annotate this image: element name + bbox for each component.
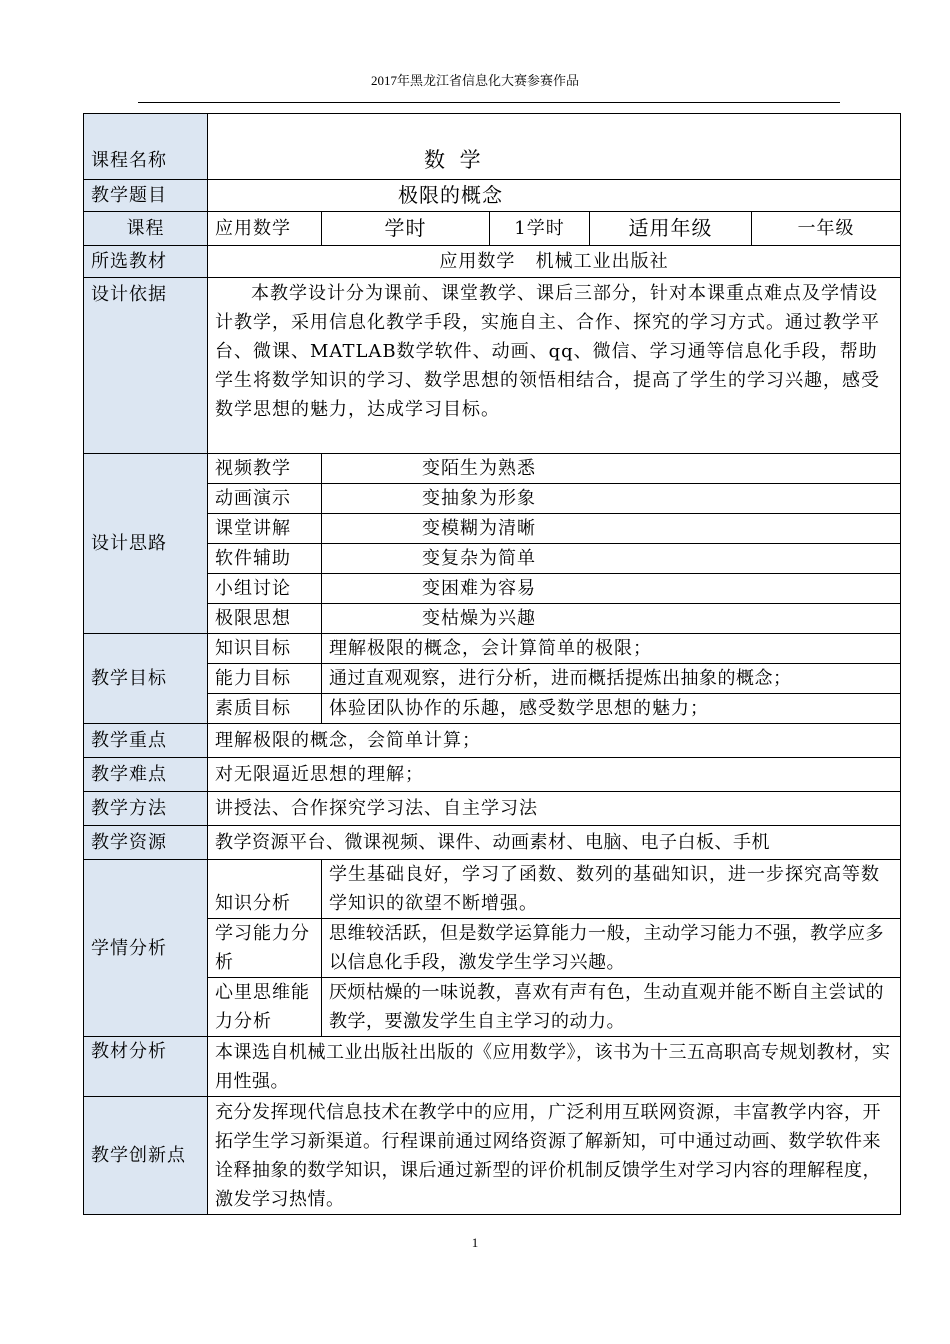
idea-effect: 变陌生为熟悉 [322, 454, 901, 484]
idea-method: 极限思想 [208, 604, 322, 634]
page-header: 2017年黑龙江省信息化大赛参赛作品 [370, 73, 579, 88]
idea-method: 软件辅助 [208, 544, 322, 574]
innovation-label: 教学创新点 [84, 1097, 208, 1215]
idea-effect: 变枯燥为兴趣 [322, 604, 901, 634]
row-textbook [84, 246, 901, 278]
idea-effect: 变复杂为简单 [322, 544, 901, 574]
goals-label: 教学目标 [84, 634, 208, 724]
hours-label: 学时 [322, 212, 490, 246]
goal-text: 体验团队协作的乐趣，感受数学思想的魅力； [322, 694, 901, 724]
row-topic [84, 180, 901, 212]
topic-value: 极限的概念 [208, 180, 901, 212]
grade-value: 一年级 [752, 212, 901, 246]
row-methods [84, 792, 901, 826]
learner-text: 思维较活跃，但是数学运算能力一般，主动学习能力不强，教学应多以信息化手段，激发学生学习兴趣。 [322, 919, 901, 978]
row-resources [84, 826, 901, 860]
grade-label: 适用年级 [590, 212, 752, 246]
key-point-value: 理解极限的概念，会简单计算； [208, 724, 901, 758]
textbook-value: 应用数学 机械工业出版社 [208, 246, 901, 278]
hours-value: 1学时 [490, 212, 590, 246]
row-key-point [84, 724, 901, 758]
difficulty-label: 教学难点 [84, 758, 208, 792]
learners-row [84, 860, 901, 919]
course-name-value: 数 学 [208, 114, 901, 180]
goals-row [84, 634, 901, 664]
innovation-text: 充分发挥现代信息技术在教学中的应用，广泛利用互联网资源，丰富教学内容，开拓学生学习新渠道。行程课前通过网络资源了解新知，可中通过动画、数学软件来诠释抽象的数学知识，课后通过新型的评价机制反馈学生对学习内容的理解程度，激发学习热情。 [208, 1097, 901, 1215]
ideas-label: 设计思路 [84, 454, 208, 634]
idea-method: 小组讨论 [208, 574, 322, 604]
methods-value: 讲授法、合作探究学习法、自主学习法 [208, 792, 901, 826]
material-label: 教材分析 [84, 1037, 208, 1097]
goal-text: 理解极限的概念，会计算简单的极限； [322, 634, 901, 664]
idea-method: 课堂讲解 [208, 514, 322, 544]
row-material [84, 1037, 901, 1097]
learner-text: 厌烦枯燥的一味说教，喜欢有声有色，生动直观并能不断自主尝试的教学，要激发学生自主学习的动力。 [322, 978, 901, 1037]
header-rule [138, 102, 840, 103]
course-name: 应用数学 [208, 212, 322, 246]
difficulty-value: 对无限逼近思想的理解； [208, 758, 901, 792]
goal-type: 能力目标 [208, 664, 322, 694]
resources-value: 教学资源平台、微课视频、课件、动画素材、电脑、电子白板、手机 [208, 826, 901, 860]
idea-effect: 变困难为容易 [322, 574, 901, 604]
ideas-row [84, 454, 901, 484]
textbook-label: 所选教材 [84, 246, 208, 278]
basis-label: 设计依据 [84, 278, 208, 454]
learner-type: 心里思维能力分析 [208, 978, 322, 1037]
goal-text: 通过直观观察，进行分析，进而概括提炼出抽象的概念； [322, 664, 901, 694]
resources-label: 教学资源 [84, 826, 208, 860]
lesson-plan-table [83, 113, 901, 1215]
learner-text: 学生基础良好，学习了函数、数列的基础知识，进一步探究高等数学知识的欲望不断增强。 [322, 860, 901, 919]
row-innovation [84, 1097, 901, 1215]
row-course-name [84, 114, 901, 180]
basis-text: 本教学设计分为课前、课堂教学、课后三部分，针对本课重点难点及学情设计教学，采用信息化教学手段，实施自主、合作、探究的学习方式。通过教学平台、微课、MATLAB数学软件、动画、qq、微信、学习通等信息化手段，帮助学生将数学知识的学习、数学思想的领悟相结合，提高了学生的学习兴趣，感受数学思想的魅力，达成学习目标。 [208, 278, 901, 454]
key-point-label: 教学重点 [84, 724, 208, 758]
row-difficulty [84, 758, 901, 792]
idea-method: 视频教学 [208, 454, 322, 484]
course-label: 课程 [84, 212, 208, 246]
learner-type: 知识分析 [208, 860, 322, 919]
idea-method: 动画演示 [208, 484, 322, 514]
topic-label: 教学题目 [84, 180, 208, 212]
row-course [84, 212, 901, 246]
idea-effect: 变抽象为形象 [322, 484, 901, 514]
idea-effect: 变模糊为清晰 [322, 514, 901, 544]
goal-type: 素质目标 [208, 694, 322, 724]
learner-type: 学习能力分析 [208, 919, 322, 978]
page-number: 1 [471, 1235, 479, 1250]
learners-label: 学情分析 [84, 860, 208, 1037]
methods-label: 教学方法 [84, 792, 208, 826]
goal-type: 知识目标 [208, 634, 322, 664]
row-basis [84, 278, 901, 454]
material-text: 本课选自机械工业出版社出版的《应用数学》，该书为十三五高职高专规划教材，实用性强。 [208, 1037, 901, 1097]
course-name-label: 课程名称 [84, 114, 208, 180]
